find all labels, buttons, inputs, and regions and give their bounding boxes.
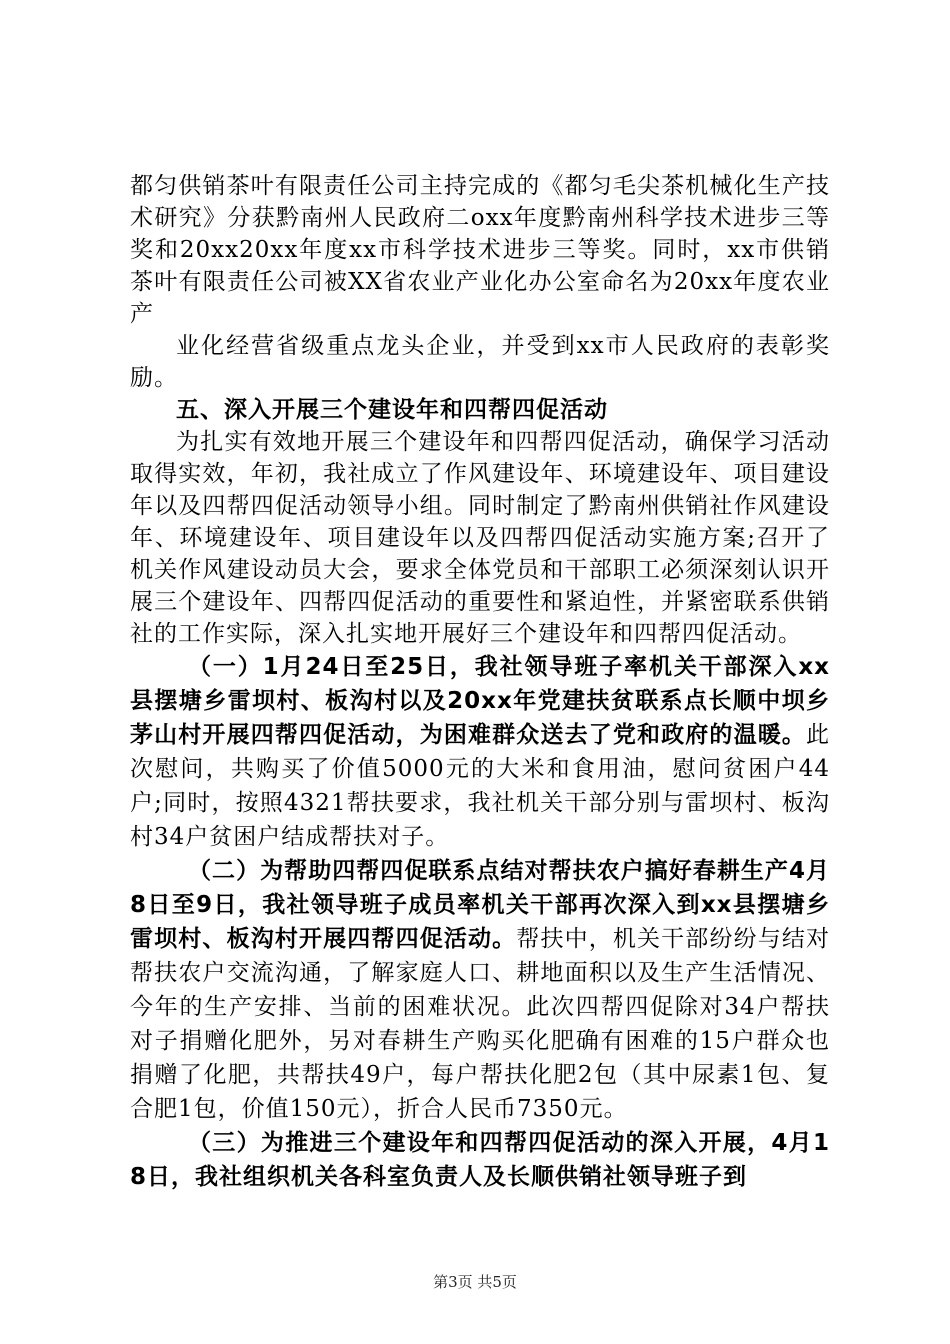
item-two-bold-text: （二）为帮助四帮四促联系点结对帮扶农户搞好春耕生产4月8日至9日，我社领导班子成员率机关干部再次深入到xx县摆塘乡雷坝村、板沟村开展四帮四促活动。 [130, 858, 830, 952]
item-three-bold-text: （三）为推进三个建设年和四帮四促活动的深入开展，4月18日，我社组织机关各科室负责人及长顺供销社领导班子到 [130, 1130, 830, 1190]
paragraph-activity-intro: 为扎实有效地开展三个建设年和四帮四促活动，确保学习活动取得实效，年初，我社成立了作风建设年、环境建设年、项目建设年以及四帮四促活动领导小组。同时制定了黔南州供销社作风建设年、环境建设年、项目建设年以及四帮四促活动实施方案;召开了机关作风建设动员大会，要求全体党员和干部职工必须深刻认识开展三个建设年、四帮四促活动的重要性和紧迫性，并紧密联系供销社的工作实际，深入扎实地开展好三个建设年和四帮四促活动。 [130, 429, 830, 647]
item-one-bold-text: （一）1月24日至25日，我社领导班子率机关干部深入xx县摆塘乡雷坝村、板沟村以及20xx年党建扶贫联系点长顺中坝乡茅山村开展四帮四促活动，为困难群众送去了党和政府的温暖。 [130, 654, 830, 748]
paragraph-award-continued: 业化经营省级重点龙头企业，并受到xx市人民政府的表彰奖励。 [130, 333, 830, 391]
page-footer: 第3页 共5页 [433, 1273, 517, 1291]
section-heading-five: 五、深入开展三个建设年和四帮四促活动 [176, 397, 608, 423]
paragraph-award: 都匀供销茶叶有限责任公司主持完成的《都匀毛尖茶机械化生产技术研究》分获黔南州人民政府二oxx年度黔南州科学技术进步三等奖和20xx20xx年度xx市科学技术进步三等奖。同时，xx市供销茶叶有限责任公司被XX省农业产业化办公室命名为20xx年度农业产 [130, 173, 830, 327]
item-two-detail-text: 帮扶中，机关干部纷纷与结对帮扶农户交流沟通，了解家庭人口、耕地面积以及生产生活情况、今年的生产安排、当前的困难状况。此次四帮四促除对34户帮扶对子捐赠化肥外，另对春耕生产购买化肥确有困难的15户群众也捐赠了化肥，共帮扶49户，每户帮扶化肥2包（其中尿素1包、复合肥1包，价值150元），折合人民币7350元。 [130, 926, 831, 1122]
paragraph-item-one [130, 650, 830, 854]
paragraph-item-two [130, 854, 830, 1126]
paragraph-item-three [130, 1126, 830, 1194]
item-one-detail-text: 此次慰问，共购买了价值5000元的大米和食用油，慰问贫困户44户;同时，按照4321帮扶要求，我社机关干部分别与雷坝村、板沟村34户贫困户结成帮扶对子。 [130, 722, 830, 850]
document-body [130, 170, 830, 1194]
